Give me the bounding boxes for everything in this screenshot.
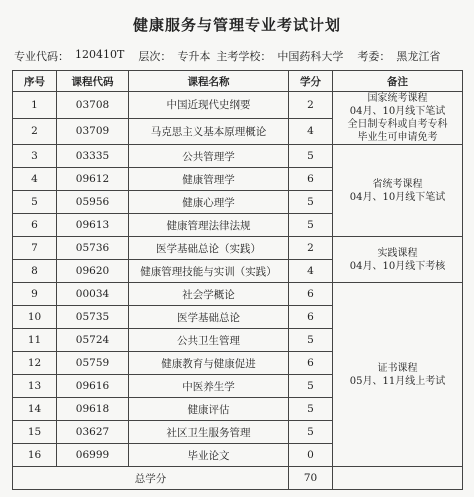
row-number: 10	[13, 306, 57, 329]
course-code: 06999	[57, 444, 129, 467]
course-credit: 5	[289, 191, 333, 214]
course-code: 05735	[57, 306, 129, 329]
course-name: 健康管理技能与实训（实践）	[129, 260, 289, 283]
course-code: 03335	[57, 145, 129, 168]
row-number: 16	[13, 444, 57, 467]
course-name: 健康心理学	[129, 191, 289, 214]
total-credits: 70	[289, 467, 333, 490]
course-code: 03708	[57, 92, 129, 119]
course-name: 马克思主义基本原理概论	[129, 118, 289, 145]
remark-cell: 证书课程 05月、11月线上考试	[333, 283, 463, 467]
row-number: 8	[13, 260, 57, 283]
table-row	[13, 92, 463, 119]
course-credit: 5	[289, 145, 333, 168]
row-number: 4	[13, 168, 57, 191]
level-value: 专升本	[177, 50, 211, 63]
course-name: 公共卫生管理	[129, 329, 289, 352]
row-number: 9	[13, 283, 57, 306]
header-credit: 学分	[289, 71, 333, 92]
row-number: 14	[13, 398, 57, 421]
course-credit: 2	[289, 92, 333, 119]
course-credit: 5	[289, 421, 333, 444]
header-code: 课程代码	[57, 71, 129, 92]
course-name: 社会学概论	[129, 283, 289, 306]
program-code-label: 专业代码：	[14, 50, 69, 63]
course-code: 05956	[57, 191, 129, 214]
course-name: 社区卫生服务管理	[129, 421, 289, 444]
course-credit: 0	[289, 444, 333, 467]
remark-cell: 实践课程 04月、10月线下考核	[333, 237, 463, 283]
course-credit: 5	[289, 375, 333, 398]
program-code: 120410T	[75, 48, 125, 61]
course-credit: 6	[289, 352, 333, 375]
course-code: 05736	[57, 237, 129, 260]
exam-plan-table	[12, 70, 463, 490]
course-credit: 5	[289, 329, 333, 352]
table-row	[13, 145, 463, 168]
total-remark	[333, 467, 463, 490]
course-code: 09616	[57, 375, 129, 398]
course-code: 05759	[57, 352, 129, 375]
remark-cell: 省统考课程 04月、10月线下笔试	[333, 145, 463, 237]
total-label: 总学分	[13, 467, 289, 490]
course-code: 03709	[57, 118, 129, 145]
committee-label: 考委：	[357, 50, 391, 63]
row-number: 1	[13, 92, 57, 119]
course-name: 中医养生学	[129, 375, 289, 398]
committee-value: 黑龙江省	[396, 50, 441, 63]
school-value: 中国药科大学	[277, 50, 344, 63]
course-name: 健康管理学	[129, 168, 289, 191]
program-info	[14, 48, 460, 64]
course-code: 09613	[57, 214, 129, 237]
row-number: 11	[13, 329, 57, 352]
table-row	[13, 283, 463, 306]
course-credit: 6	[289, 283, 333, 306]
course-name: 公共管理学	[129, 145, 289, 168]
row-number: 12	[13, 352, 57, 375]
header-no: 序号	[13, 71, 57, 92]
course-credit: 5	[289, 214, 333, 237]
total-row	[13, 467, 463, 490]
course-name: 健康管理法律法规	[129, 214, 289, 237]
row-number: 13	[13, 375, 57, 398]
course-code: 03627	[57, 421, 129, 444]
remark-cell: 国家统考课程 04月、10月线下笔试 全日制专科或自考专科 毕业生可申请免考	[333, 92, 463, 145]
course-name: 中国近现代史纲要	[129, 92, 289, 119]
course-name: 医学基础总论（实践）	[129, 237, 289, 260]
table-header-row	[13, 71, 463, 92]
course-code: 09620	[57, 260, 129, 283]
course-credit: 4	[289, 118, 333, 145]
course-code: 09618	[57, 398, 129, 421]
course-credit: 2	[289, 237, 333, 260]
course-name: 医学基础总论	[129, 306, 289, 329]
course-name: 健康评估	[129, 398, 289, 421]
course-name: 健康教育与健康促进	[129, 352, 289, 375]
course-code: 05724	[57, 329, 129, 352]
course-credit: 6	[289, 168, 333, 191]
row-number: 7	[13, 237, 57, 260]
course-code: 00034	[57, 283, 129, 306]
course-code: 09612	[57, 168, 129, 191]
course-credit: 6	[289, 306, 333, 329]
row-number: 15	[13, 421, 57, 444]
row-number: 2	[13, 118, 57, 145]
level-label: 层次：	[138, 50, 172, 63]
course-credit: 5	[289, 398, 333, 421]
school-label: 主考学校：	[216, 50, 272, 63]
row-number: 5	[13, 191, 57, 214]
header-name: 课程名称	[129, 71, 289, 92]
course-credit: 4	[289, 260, 333, 283]
page-title: 健康服务与管理专业考试计划	[132, 16, 341, 34]
row-number: 3	[13, 145, 57, 168]
row-number: 6	[13, 214, 57, 237]
course-name: 毕业论文	[129, 444, 289, 467]
header-note: 备注	[333, 71, 463, 92]
table-row	[13, 237, 463, 260]
